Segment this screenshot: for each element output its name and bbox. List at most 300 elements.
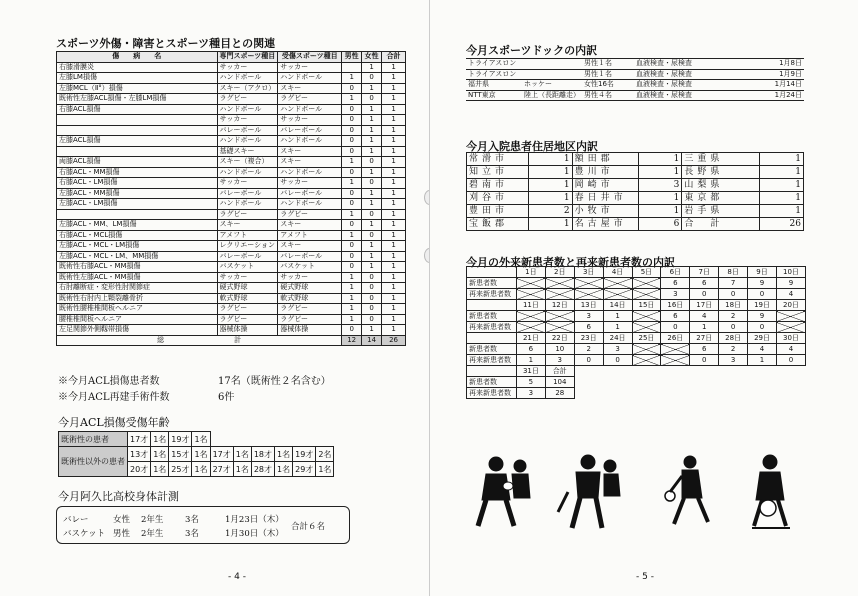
row-label: 新患者数 bbox=[467, 278, 517, 289]
table-cell: 1 bbox=[382, 167, 406, 178]
table-cell: アメフト bbox=[217, 230, 278, 241]
table-cell: 軟式野球 bbox=[217, 293, 278, 304]
table-cell: 既術性右肘内上顆裂離骨折 bbox=[57, 293, 218, 304]
table-cell: 0 bbox=[342, 167, 362, 178]
table-cell: 3 bbox=[719, 355, 748, 366]
table-cell: 1 bbox=[382, 178, 406, 189]
age-count: 1名 bbox=[151, 432, 169, 447]
table-cell: 1 bbox=[760, 153, 804, 166]
table-cell: 1 bbox=[382, 272, 406, 283]
day-header: 5日 bbox=[632, 267, 661, 278]
table-cell: 1 bbox=[528, 153, 572, 166]
day-header: 20日 bbox=[776, 300, 805, 311]
table-cell: 0 bbox=[342, 83, 362, 94]
table-cell: 1 bbox=[362, 241, 382, 252]
new-patients-row bbox=[467, 311, 806, 322]
table-cell: 6 bbox=[638, 218, 682, 231]
table-row bbox=[57, 146, 406, 157]
table-cell: 1 bbox=[382, 83, 406, 94]
table-cell: 福井県 bbox=[466, 80, 522, 91]
table-cell: 左膝ACL・MCL・LM、MM損傷 bbox=[57, 251, 218, 262]
table-cell: 9 bbox=[748, 278, 777, 289]
table-cell: 1 bbox=[603, 322, 632, 333]
table-cell: 1 bbox=[382, 304, 406, 315]
table-cell: 1 bbox=[362, 325, 382, 336]
row-label: 新患者数 bbox=[467, 311, 517, 322]
table-cell: 豊田市 bbox=[467, 205, 529, 218]
table-cell: アメフト bbox=[278, 230, 342, 241]
table-cell: 陸上（長距離走） bbox=[524, 90, 580, 99]
table-cell: 刈谷市 bbox=[467, 192, 529, 205]
table-cell: 4 bbox=[748, 344, 777, 355]
total-value: 12 bbox=[342, 335, 362, 346]
table-cell: 0 bbox=[342, 104, 362, 115]
age-value: 27才 bbox=[210, 462, 233, 477]
total-value: 14 bbox=[362, 335, 382, 346]
age-value: 13才 bbox=[128, 447, 151, 462]
table-cell: 3 bbox=[545, 355, 574, 366]
table-cell: 1 bbox=[362, 62, 382, 73]
table-cell: ラグビー bbox=[217, 94, 278, 105]
table-cell: ハンドボール bbox=[278, 136, 342, 147]
table-cell: 1 bbox=[638, 166, 682, 179]
school-grade-2: 2年生 bbox=[141, 529, 164, 539]
age-value: 20才 bbox=[128, 462, 151, 477]
day-header: 10日 bbox=[776, 267, 805, 278]
table-cell: 0 bbox=[342, 220, 362, 231]
table-cell: 1 bbox=[382, 314, 406, 325]
table-cell: バレーボール bbox=[278, 188, 342, 199]
table-cell: サッカー bbox=[278, 272, 342, 283]
table-cell: 1 bbox=[382, 220, 406, 231]
table-cell bbox=[57, 209, 218, 220]
day-header: 24日 bbox=[603, 333, 632, 344]
empty-cell bbox=[632, 322, 661, 333]
table-cell: ハンドボール bbox=[217, 136, 278, 147]
table-cell: 1 bbox=[382, 73, 406, 84]
total-label: 総 計 bbox=[57, 335, 342, 346]
table-row bbox=[57, 167, 406, 178]
table-cell: 1 bbox=[342, 94, 362, 105]
table-cell: 1 bbox=[362, 104, 382, 115]
table-cell: 右膝ACL・MCL損傷 bbox=[57, 230, 218, 241]
table-cell: 左足関節外側靱帯損傷 bbox=[57, 325, 218, 336]
empty-cell bbox=[516, 278, 545, 289]
table-cell: 0 bbox=[362, 157, 382, 168]
table-cell: 1 bbox=[528, 166, 572, 179]
day-header: 29日 bbox=[748, 333, 777, 344]
table-cell: 1 bbox=[382, 325, 406, 336]
table-cell: 0 bbox=[342, 262, 362, 273]
table-cell: 7 bbox=[719, 278, 748, 289]
table-cell: 右膝ACL損傷 bbox=[57, 104, 218, 115]
age-table bbox=[58, 431, 334, 477]
table-cell: ラグビー bbox=[278, 304, 342, 315]
table-cell: 28 bbox=[545, 388, 574, 399]
table-cell: 1 bbox=[382, 157, 406, 168]
table-cell: 軟式野球 bbox=[278, 293, 342, 304]
table-cell: 3 bbox=[603, 344, 632, 355]
table-cell: 右膝ACL・MM損傷 bbox=[57, 167, 218, 178]
empty-cell bbox=[632, 311, 661, 322]
day-header: 13日 bbox=[574, 300, 603, 311]
table-cell: 1月9日 bbox=[724, 69, 804, 80]
table-cell: 6 bbox=[574, 322, 603, 333]
school-date-2: 1月30日（木） bbox=[225, 529, 284, 539]
empty-cell bbox=[632, 289, 661, 300]
table-row bbox=[466, 90, 804, 101]
table-cell: 1 bbox=[342, 73, 362, 84]
table-cell: 0 bbox=[342, 115, 362, 126]
table-cell: バスケット bbox=[217, 262, 278, 273]
table-cell: バレーボール bbox=[217, 188, 278, 199]
day-header: 23日 bbox=[574, 333, 603, 344]
table-cell: 1 bbox=[528, 192, 572, 205]
table-cell: 1 bbox=[342, 272, 362, 283]
empty-cell bbox=[603, 278, 632, 289]
table-row bbox=[57, 83, 406, 94]
return-patients-row bbox=[467, 355, 806, 366]
table-cell: 1 bbox=[382, 125, 406, 136]
table-cell: 碧南市 bbox=[467, 179, 529, 192]
table-cell bbox=[467, 267, 517, 278]
column-header: 合計 bbox=[382, 52, 406, 63]
table-cell: 1 bbox=[382, 293, 406, 304]
table-cell: 硬式野球 bbox=[278, 283, 342, 294]
empty-cell bbox=[574, 278, 603, 289]
table-cell: 9 bbox=[748, 311, 777, 322]
table-cell: 常滑市 bbox=[467, 153, 529, 166]
table-cell: 1 bbox=[528, 218, 572, 231]
table-cell: 血液検査・尿検査 bbox=[634, 69, 724, 80]
table-cell: 9 bbox=[776, 278, 805, 289]
school-date-1: 1月23日（木） bbox=[225, 515, 284, 525]
table-cell: スキー（複合） bbox=[217, 157, 278, 168]
table-row bbox=[467, 153, 804, 166]
sports-illustrations bbox=[468, 452, 808, 532]
table-cell: 1 bbox=[362, 188, 382, 199]
table-cell: 1 bbox=[382, 199, 406, 210]
table-cell: 0 bbox=[342, 251, 362, 262]
table-row bbox=[57, 73, 406, 84]
table-cell: 1 bbox=[638, 205, 682, 218]
school-sex-1: 女性 bbox=[113, 515, 131, 525]
table-cell: 血液検査・尿検査 bbox=[634, 90, 724, 101]
school-title: 今月阿久比高校身体計測 bbox=[58, 490, 179, 503]
table-cell: スキー bbox=[278, 241, 342, 252]
school-count-2: 3名 bbox=[185, 529, 199, 539]
injury-table-title: スポーツ外傷・障害とスポーツ種目との関連 bbox=[56, 37, 276, 50]
age-count: 2名 bbox=[316, 447, 334, 462]
table-cell: 既術性左膝ACL損傷・左膝LM損傷 bbox=[57, 94, 218, 105]
column-header: 女性 bbox=[362, 52, 382, 63]
table-cell bbox=[522, 69, 582, 80]
age-table-title: 今月ACL損傷受傷年齢 bbox=[58, 416, 170, 429]
table-cell bbox=[57, 115, 218, 126]
table-cell: 左膝ACL・MCL・LM損傷 bbox=[57, 241, 218, 252]
school-sex-2: 男性 bbox=[113, 529, 131, 539]
table-cell: 1月24日 bbox=[724, 90, 804, 101]
table-cell: 1月14日 bbox=[724, 80, 804, 91]
table-cell: 1 bbox=[382, 146, 406, 157]
table-cell: 1 bbox=[342, 293, 362, 304]
age-count: 1名 bbox=[275, 462, 293, 477]
table-cell: 男性１名 bbox=[582, 69, 634, 80]
table-cell: 26 bbox=[760, 218, 804, 231]
new-patients-row bbox=[467, 377, 806, 388]
table-cell: 0 bbox=[362, 209, 382, 220]
table-cell: 6 bbox=[661, 278, 690, 289]
table-cell: 1 bbox=[760, 166, 804, 179]
table-cell: 2 bbox=[719, 344, 748, 355]
table-cell: 3 bbox=[638, 179, 682, 192]
acl-surgery-label: ※今月ACL再建手術件数 bbox=[58, 392, 170, 403]
table-cell: 1 bbox=[342, 314, 362, 325]
table-cell: 1 bbox=[382, 262, 406, 273]
table-row bbox=[57, 241, 406, 252]
table-cell: スキー（アクロ） bbox=[217, 83, 278, 94]
table-cell: 0 bbox=[342, 136, 362, 147]
table-cell: 0 bbox=[342, 241, 362, 252]
day-header: 27日 bbox=[690, 333, 719, 344]
table-row bbox=[57, 94, 406, 105]
age-value: 19才 bbox=[293, 447, 316, 462]
table-cell: 6 bbox=[516, 344, 545, 355]
day-header: 4日 bbox=[603, 267, 632, 278]
table-cell: 1 bbox=[382, 188, 406, 199]
table-cell: スキー bbox=[278, 157, 342, 168]
table-cell: ラグビー bbox=[217, 209, 278, 220]
age-row-label: 既術性の患者 bbox=[59, 432, 128, 447]
table-row bbox=[467, 192, 804, 205]
day-header-row bbox=[467, 366, 806, 377]
day-header: 2日 bbox=[545, 267, 574, 278]
table-cell: 1 bbox=[382, 94, 406, 105]
table-cell: 器械体操 bbox=[217, 325, 278, 336]
table-cell: 0 bbox=[574, 355, 603, 366]
table-cell bbox=[342, 62, 362, 73]
injury-table bbox=[56, 51, 406, 346]
empty-cell bbox=[545, 322, 574, 333]
empty-cell bbox=[776, 322, 805, 333]
table-cell: トライアスロン bbox=[466, 69, 522, 80]
table-cell: 0 bbox=[342, 125, 362, 136]
day-header: 30日 bbox=[776, 333, 805, 344]
age-count: 1名 bbox=[275, 447, 293, 462]
table-cell: 3 bbox=[574, 311, 603, 322]
table-row bbox=[467, 205, 804, 218]
table-cell: 0 bbox=[362, 73, 382, 84]
page-number-right: - 5 - bbox=[636, 572, 654, 582]
table-cell: 合計 bbox=[545, 366, 574, 377]
age-value: 19才 bbox=[169, 432, 192, 447]
table-cell: 左膝LM損傷 bbox=[57, 73, 218, 84]
age-value: 29才 bbox=[293, 462, 316, 477]
age-count: 1名 bbox=[233, 447, 251, 462]
table-cell: 合 計 bbox=[682, 218, 760, 231]
table-cell: ラグビー bbox=[278, 209, 342, 220]
day-header: 7日 bbox=[690, 267, 719, 278]
table-cell bbox=[522, 59, 582, 70]
table-cell: ハンドボール bbox=[217, 73, 278, 84]
day-header: 26日 bbox=[661, 333, 690, 344]
table-cell: 1 bbox=[342, 283, 362, 294]
table-cell: ハンドボール bbox=[278, 199, 342, 210]
table-row bbox=[57, 325, 406, 336]
table-cell: 1 bbox=[362, 220, 382, 231]
table-cell: 1 bbox=[362, 125, 382, 136]
table-cell: 1 bbox=[638, 192, 682, 205]
table-cell: 既術性右膝ACL・MM損傷 bbox=[57, 262, 218, 273]
table-cell: サッカー bbox=[217, 115, 278, 126]
table-row bbox=[57, 304, 406, 315]
day-header-row bbox=[467, 333, 806, 344]
empty-cell bbox=[661, 355, 690, 366]
table-cell: 0 bbox=[719, 322, 748, 333]
day-header: 1日 bbox=[516, 267, 545, 278]
table-cell: 男性１名 bbox=[582, 59, 634, 70]
athletes-icon bbox=[468, 452, 808, 532]
return-patients-row bbox=[467, 388, 806, 399]
table-cell: 0 bbox=[748, 289, 777, 300]
table-cell: 1 bbox=[382, 230, 406, 241]
age-value: 25才 bbox=[169, 462, 192, 477]
empty-cell bbox=[632, 344, 661, 355]
table-cell: 0 bbox=[719, 289, 748, 300]
table-cell: 0 bbox=[748, 322, 777, 333]
right-page bbox=[429, 0, 858, 596]
table-cell: 0 bbox=[362, 314, 382, 325]
table-cell: 岡崎市 bbox=[572, 179, 638, 192]
age-count: 1名 bbox=[316, 462, 334, 477]
day-header: 21日 bbox=[516, 333, 545, 344]
age-count: 1名 bbox=[151, 462, 169, 477]
empty-cell bbox=[632, 355, 661, 366]
table-cell: バレーボール bbox=[278, 251, 342, 262]
table-cell: 1 bbox=[362, 136, 382, 147]
table-cell: 0 bbox=[362, 94, 382, 105]
table-cell: 1 bbox=[382, 251, 406, 262]
table-cell: 0 bbox=[362, 293, 382, 304]
day-header-row bbox=[467, 267, 806, 278]
school-sport-2: バスケット bbox=[63, 529, 106, 539]
table-row bbox=[57, 62, 406, 73]
table-cell: 0 bbox=[661, 322, 690, 333]
table-cell: 1 bbox=[760, 179, 804, 192]
school-box bbox=[56, 506, 350, 544]
table-row bbox=[466, 80, 804, 91]
table-cell: 0 bbox=[362, 272, 382, 283]
age-value: 17才 bbox=[210, 447, 233, 462]
table-cell: 名古屋市 bbox=[572, 218, 638, 231]
table-row bbox=[466, 59, 804, 70]
age-count: 1名 bbox=[151, 447, 169, 462]
empty-cell bbox=[516, 289, 545, 300]
table-cell: レクリエーション bbox=[217, 241, 278, 252]
table-row bbox=[467, 179, 804, 192]
table-row bbox=[467, 218, 804, 231]
table-cell: 既術性左膝ACL・MM損傷 bbox=[57, 272, 218, 283]
table-cell: 0 bbox=[690, 289, 719, 300]
table-cell: サッカー bbox=[278, 178, 342, 189]
table-cell: 1 bbox=[760, 205, 804, 218]
table-cell: 104 bbox=[545, 377, 574, 388]
day-header: 17日 bbox=[690, 300, 719, 311]
day-header: 3日 bbox=[574, 267, 603, 278]
age-value: 17才 bbox=[128, 432, 151, 447]
table-cell: 2 bbox=[719, 311, 748, 322]
table-cell: ラグビー bbox=[278, 94, 342, 105]
table-cell: 0 bbox=[362, 230, 382, 241]
table-cell: 0 bbox=[342, 199, 362, 210]
table-cell bbox=[467, 333, 517, 344]
table-row bbox=[59, 447, 334, 462]
age-value: 15才 bbox=[169, 447, 192, 462]
column-header: 傷 病 名 bbox=[57, 52, 218, 63]
table-cell: 岩手県 bbox=[682, 205, 760, 218]
day-header: 28日 bbox=[719, 333, 748, 344]
table-cell: スキー bbox=[278, 83, 342, 94]
table-cell: 1 bbox=[362, 167, 382, 178]
day-header: 25日 bbox=[632, 333, 661, 344]
table-cell: 0 bbox=[342, 146, 362, 157]
table-row bbox=[57, 209, 406, 220]
table-cell: バレーボール bbox=[278, 125, 342, 136]
table-cell: ハンドボール bbox=[217, 167, 278, 178]
table-cell: 3 bbox=[516, 388, 545, 399]
table-cell: ラグビー bbox=[217, 304, 278, 315]
table-cell: ハンドボール bbox=[278, 104, 342, 115]
table-cell: 1 bbox=[638, 153, 682, 166]
table-cell: 1 bbox=[748, 355, 777, 366]
table-cell: 長野県 bbox=[682, 166, 760, 179]
table-cell: 2 bbox=[528, 205, 572, 218]
day-header: 8日 bbox=[719, 267, 748, 278]
table-cell: 4 bbox=[690, 311, 719, 322]
age-value: 28才 bbox=[251, 462, 274, 477]
table-cell: ラグビー bbox=[217, 314, 278, 325]
age-count: 1名 bbox=[192, 432, 210, 447]
day-header: 14日 bbox=[603, 300, 632, 311]
school-total: 合計６名 bbox=[291, 522, 326, 532]
row-label: 再来新患者数 bbox=[467, 322, 517, 333]
table-cell: 左膝ACL・MM損傷 bbox=[57, 188, 218, 199]
table-row bbox=[57, 272, 406, 283]
table-cell: 1 bbox=[516, 355, 545, 366]
table-cell: サッカー bbox=[217, 178, 278, 189]
day-header: 11日 bbox=[516, 300, 545, 311]
table-cell: 1 bbox=[342, 157, 362, 168]
table-cell bbox=[57, 125, 218, 136]
table-cell: トライアスロン bbox=[466, 59, 522, 70]
table-row bbox=[57, 283, 406, 294]
table-cell: 既術性腰椎椎間板ヘルニア bbox=[57, 304, 218, 315]
dock-title: 今月スポーツドックの内訳 bbox=[466, 44, 598, 57]
table-cell: 1 bbox=[362, 146, 382, 157]
table-cell: ラグビー bbox=[278, 314, 342, 325]
table-cell: 基礎スキー bbox=[217, 146, 278, 157]
table-cell: 豊川市 bbox=[572, 166, 638, 179]
table-row bbox=[57, 104, 406, 115]
table-cell: 右膝滑膜炎 bbox=[57, 62, 218, 73]
table-cell: 山梨県 bbox=[682, 179, 760, 192]
residence-table bbox=[466, 152, 804, 231]
table-cell: 0 bbox=[342, 325, 362, 336]
table-row bbox=[57, 230, 406, 241]
table-row bbox=[467, 166, 804, 179]
empty-cell bbox=[545, 289, 574, 300]
table-cell: 両膝ACL損傷 bbox=[57, 157, 218, 168]
